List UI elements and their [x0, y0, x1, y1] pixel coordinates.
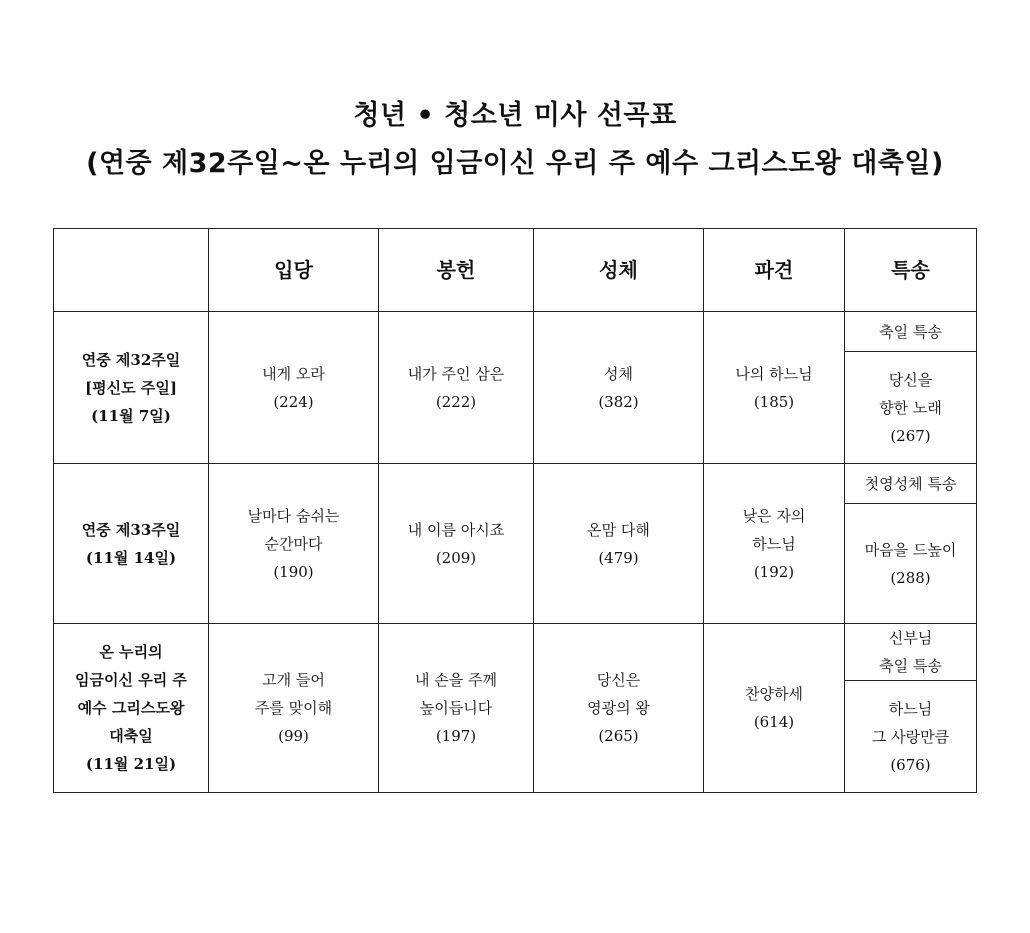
song-title: 영광의 왕 — [587, 699, 650, 717]
sunday-line: (11월 14일) — [85, 548, 177, 567]
special-label: 축일 특송 — [879, 657, 942, 675]
special-song-cell — [845, 504, 977, 624]
song-title: 찬양하세 — [745, 685, 803, 703]
sunday-line: (11월 7일) — [91, 406, 171, 425]
title-line-1: 청년 • 청소년 미사 선곡표 — [353, 100, 677, 131]
song-title: 향한 노래 — [879, 398, 942, 417]
song-title: 낮은 자의 — [742, 506, 806, 525]
offertory-song-cell — [379, 464, 534, 624]
song-title: 하느님 — [888, 699, 933, 718]
sunday-line: [평신도 주일] — [85, 378, 177, 397]
song-title: 내가 주인 삼은 — [407, 364, 505, 383]
dismissal-song-cell — [704, 464, 845, 624]
header-empty-cell — [54, 229, 209, 312]
communion-song-cell — [534, 312, 704, 464]
song-title: 고개 들어 — [262, 671, 325, 689]
sunday-line: (11월 21일) — [85, 755, 177, 773]
table-row — [54, 312, 977, 352]
song-number: (209) — [435, 548, 477, 567]
sunday-cell — [54, 312, 209, 464]
communion-song-cell — [534, 464, 704, 624]
header-dismissal: 파견 — [704, 229, 845, 312]
song-title: 내 손을 주께 — [415, 671, 497, 689]
song-title: 내게 오라 — [262, 364, 325, 383]
song-title: 날마다 숨쉬는 — [247, 506, 340, 525]
song-number: (288) — [890, 568, 931, 587]
special-label-cell — [845, 624, 977, 681]
song-title: 당신을 — [888, 370, 933, 389]
entrance-song-cell — [209, 464, 379, 624]
entrance-song-cell — [209, 624, 379, 793]
song-number: (265) — [598, 727, 639, 745]
entrance-song-cell — [209, 312, 379, 464]
special-label: 첫영성체 특송 — [864, 474, 957, 493]
song-number: (185) — [753, 392, 795, 411]
special-label: 신부님 — [888, 629, 933, 647]
sunday-line: 대축일 — [109, 727, 153, 745]
sunday-line: 연중 제33주일 — [81, 520, 181, 539]
song-title: 높이듭니다 — [419, 699, 493, 717]
song-number: (190) — [273, 562, 314, 581]
sunday-line: 예수 그리스도왕 — [77, 699, 185, 717]
song-title: 당신은 — [596, 671, 641, 689]
song-title: 주를 맞이해 — [254, 699, 333, 717]
special-label-cell — [845, 464, 977, 504]
song-number: (614) — [753, 713, 795, 731]
special-song-cell — [845, 352, 977, 464]
sunday-cell — [54, 624, 209, 793]
header-communion: 성체 — [534, 229, 704, 312]
song-selection-table — [53, 228, 977, 793]
song-title: 그 사랑만큼 — [871, 727, 950, 746]
table-row — [54, 464, 977, 504]
special-label-cell — [845, 312, 977, 352]
song-number: (192) — [753, 562, 795, 581]
song-title: 순간마다 — [264, 534, 323, 553]
song-title: 마음을 드높이 — [864, 540, 957, 559]
header-row — [54, 229, 977, 312]
song-number: (99) — [278, 727, 309, 745]
header-offertory: 봉헌 — [379, 229, 534, 312]
document-title — [0, 92, 1030, 188]
special-label: 축일 특송 — [879, 322, 942, 341]
offertory-song-cell — [379, 312, 534, 464]
song-number: (676) — [890, 755, 931, 774]
song-number: (222) — [435, 392, 477, 411]
title-line-2: (연중 제32주일~온 누리의 임금이신 우리 주 예수 그리스도왕 대축일) — [86, 148, 944, 179]
song-number: (382) — [598, 392, 639, 411]
song-number: (224) — [273, 392, 314, 411]
song-number: (479) — [598, 548, 639, 567]
offertory-song-cell — [379, 624, 534, 793]
song-title: 나의 하느님 — [735, 364, 813, 383]
song-title: 내 이름 아시죠 — [407, 520, 505, 539]
song-number: (267) — [890, 426, 931, 445]
song-title: 성체 — [604, 364, 633, 383]
header-entrance: 입당 — [209, 229, 379, 312]
sunday-line: 연중 제32주일 — [81, 350, 181, 369]
table-row — [54, 624, 977, 681]
song-title: 온맘 다해 — [587, 520, 650, 539]
sunday-cell — [54, 464, 209, 624]
sunday-line: 온 누리의 — [99, 643, 163, 661]
dismissal-song-cell — [704, 312, 845, 464]
sunday-line: 임금이신 우리 주 — [75, 671, 187, 689]
communion-song-cell — [534, 624, 704, 793]
song-number: (197) — [435, 727, 477, 745]
dismissal-song-cell — [704, 624, 845, 793]
special-song-cell — [845, 681, 977, 793]
header-special: 특송 — [845, 229, 977, 312]
song-title: 하느님 — [752, 534, 796, 553]
